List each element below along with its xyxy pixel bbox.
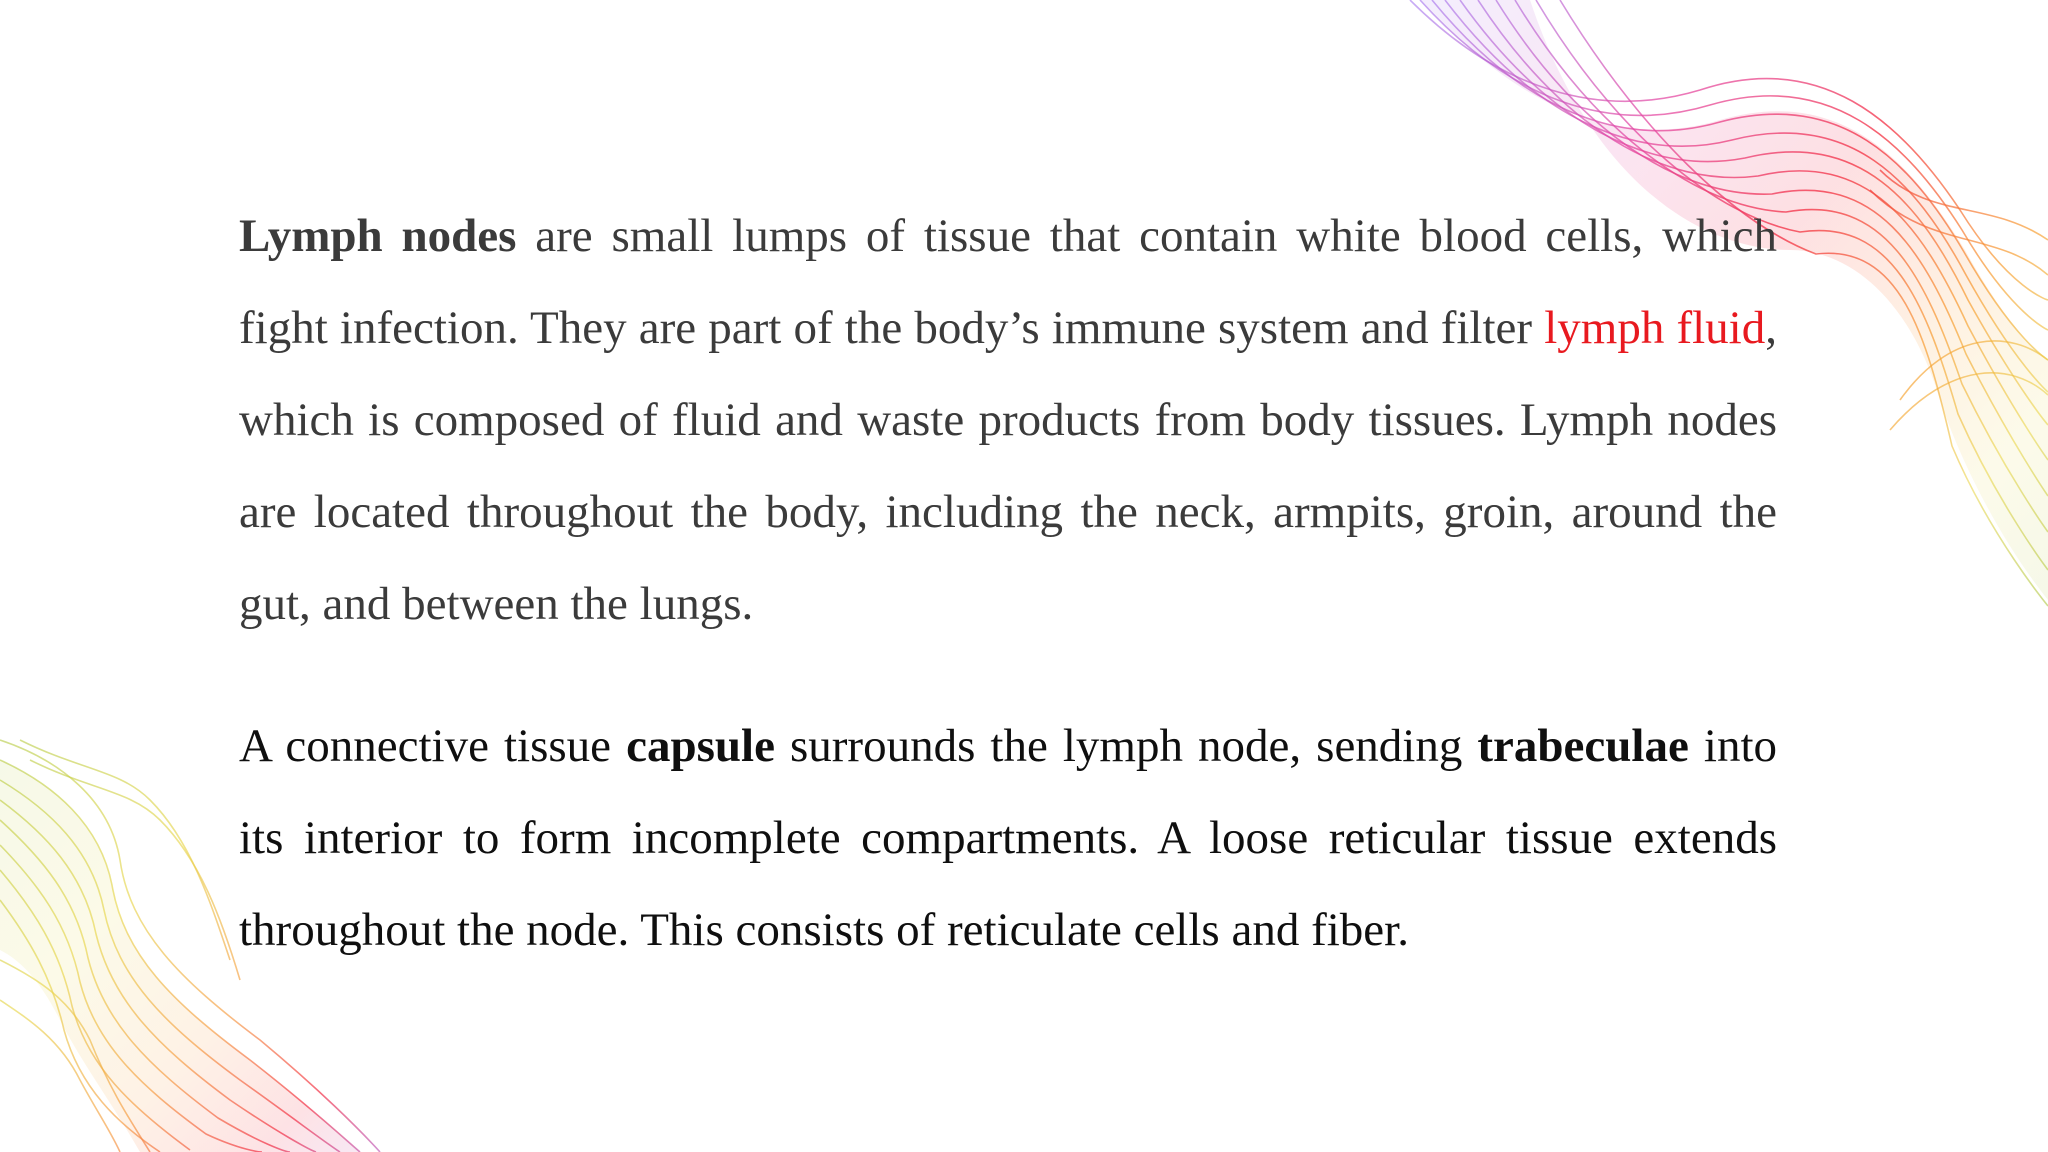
paragraph-1-text-a: are small lumps of tissue that contain white blood cells, which fight infection. They are part of the body’s immune system and filter bbox=[239, 210, 1777, 354]
term-capsule: capsule bbox=[626, 720, 775, 772]
term-trabeculae: trabeculae bbox=[1477, 720, 1689, 772]
lymph-node-definition-paragraph bbox=[239, 190, 1777, 650]
term-lymph-fluid: lymph fluid bbox=[1544, 302, 1766, 354]
term-lymph-nodes: Lymph nodes bbox=[239, 210, 517, 262]
paragraph-2-text-a: A connective tissue bbox=[239, 720, 627, 772]
paragraph-2-text-c: into its interior to form incomplete compartments. A loose reticular tissue extends throughout the node. This consists of reticulate cells and fiber. bbox=[239, 720, 1777, 956]
paragraph-2-text-b: surrounds the lymph node, sending bbox=[774, 720, 1478, 772]
paragraph-1-text-b: , which is composed of fluid and waste products from body tissues. Lymph nodes are located throughout the body, including the neck, armpits, groin, around the gut, and between the lungs. bbox=[239, 302, 1777, 630]
lymph-node-structure-paragraph bbox=[239, 700, 1777, 976]
